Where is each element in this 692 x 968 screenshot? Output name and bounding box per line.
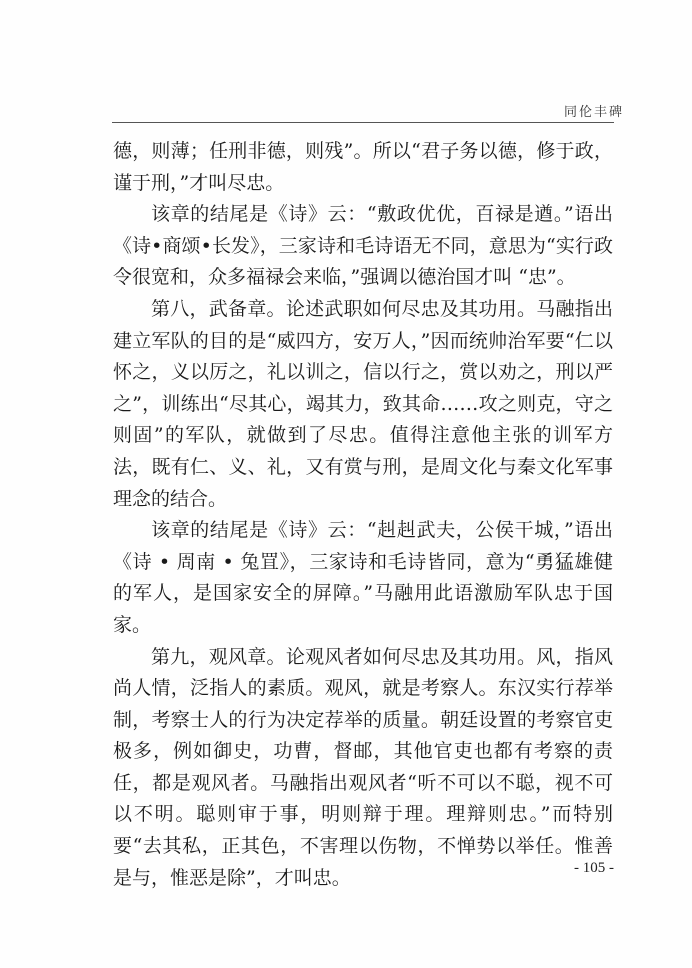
header-divider bbox=[112, 122, 614, 123]
paragraph-3: 第八，武备章。论述武职如何尽忠及其功用。马融指出建立军队的目的是“威四方，安万人，”因而统帅治军要“仁以怀之，义以厉之，礼以训之，信以行之，赏以劝之，刑以严之”，训练出“尽其心，竭其力，致其命……攻之则克，守之则固”的军队，就做到了尽忠。值得注意他主张的训军方法，既有仁、义、礼，又有赏与刑，是周文化与秦文化军事理念的结合。 bbox=[113, 297, 613, 510]
paragraph-2: 该章的结尾是《诗》云：“敷政优优，百禄是遒。”语出《诗•商颂•长发》，三家诗和毛诗语无不同，意思为“实行政令很宽和，众多福禄会来临，”强调以德治国才叫 “忠”。 bbox=[113, 203, 613, 289]
paragraph-5: 第九，观风章。论观风者如何尽忠及其功用。风，指风尚人情，泛指人的素质。观风，就是考察人。东汉实行荐举制，考察士人的行为决定荐举的质量。朝廷设置的考察官吏极多，例如御史，功曹，督邮，其他官吏也都有考察的责任，都是观风者。马融指出观风者“听不可以不聪，视不可以不明。聪则审于事，明则辩于理。理辩则忠。”而特别要“去其私，正其色，不害理以伤物，不惮势以举任。惟善是与，惟恶是除”，才叫忠。 bbox=[113, 645, 613, 889]
page-body bbox=[113, 136, 613, 894]
paragraph-1: 德，则薄；任刑非德，则残”。所以“君子务以德，修于政，谨于刑，”才叫尽忠。 bbox=[113, 140, 613, 194]
running-header-title: 同伦丰碑 bbox=[563, 105, 624, 120]
paragraph-4: 该章的结尾是《诗》云：“赳赳武夫，公侯干城，”语出《诗 • 周南 • 兔罝》，三家诗和毛诗皆同，意为“勇猛雄健的军人，是国家安全的屏障。”马融用此语激励军队忠于国家。 bbox=[113, 519, 613, 636]
page-number: - 105 - bbox=[574, 860, 614, 876]
